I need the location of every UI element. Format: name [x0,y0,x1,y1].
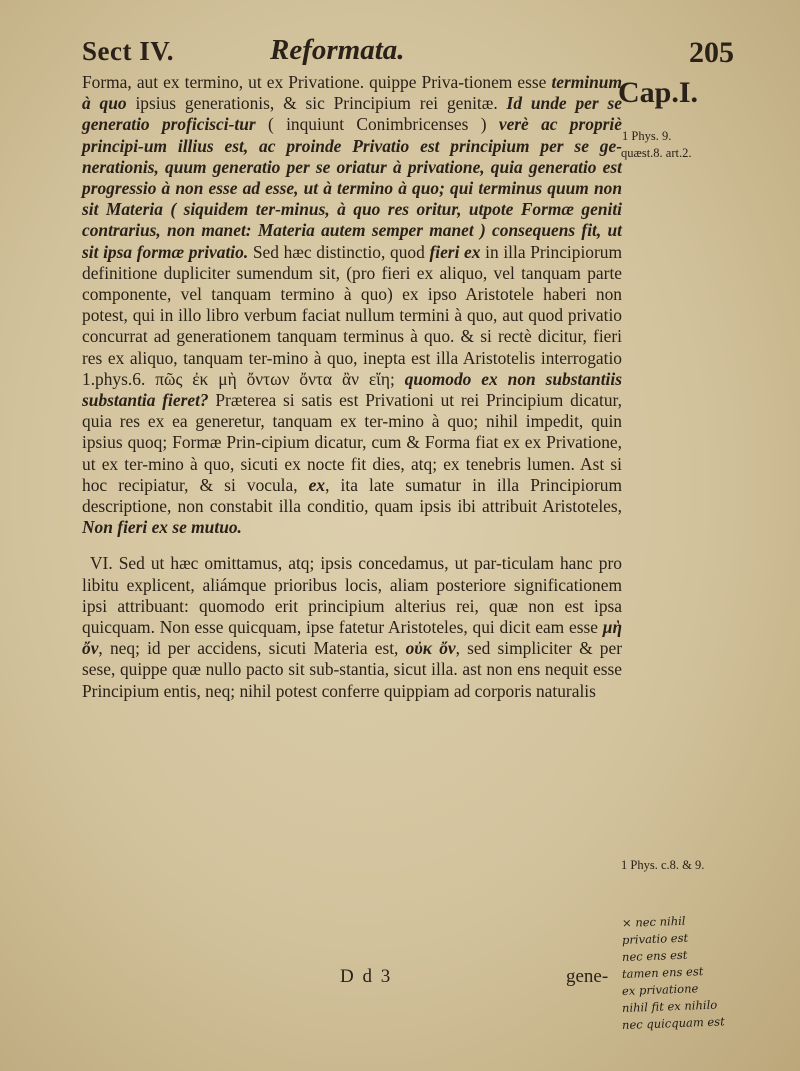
text-run: verè ac propriè principi-um illius est, ac proinde Privatio est principium per se ge-nerationis, quum generatio per se oriatur à privatione, quia generatio est progressio à non esse ad esse, ut à termino à quo; qui terminus quum non sit Materia ( siquidem ter-minus, à quo res oritur, utpote Formæ geniti contrarius, non manet: Materia autem semper manet ) consequens fit, ut sit ipsa formæ privatio. [82,114,622,262]
section-label: Sect IV. [82,36,175,66]
text-run: in illa Principiorum definitione dupliciter sumendum sit, (pro fieri ex aliquo, vel tanquam parte componente, vel tanquam termino à quo) ex ipso Aristotele haberi non potest, qui in illo libro verbum faciat nullum termini à quo, aut quod privatio concurrat ad generationem tanquam terminus à quo. & si rectè dicitur, fieri res ex aliquo, tanquam ter-mino à quo, inepta est illa Aristotelis interrogatio 1.phys.6. πῶς ἐκ μὴ ὄντων ὄντα ἂν εἴη; [82,241,622,389]
handwritten-line: nec quicquam est [621,1014,725,1032]
text-run: , ita late sumatur in illa Principiorum descriptione, non constabit illa conditio, quam ipsis ibi attribuit Aristoteles, [82,474,623,517]
text-run: ipsius generationis, & sic Principium rei genitæ. [126,93,507,114]
text-run: Non fieri ex se mutuo. [82,517,242,538]
margin-note-2: quæst.8. art.2. [621,146,692,160]
text-run: , sed simpliciter & per sese, quippe quæ nullo pacto sit sub-stantia, sicut illa. ast non ens nequit esse Principium entis, neq; nihil potest conferre quippiam ad corporis naturalis [82,638,622,701]
text-run: ( inquiunt Conimbricenses ) [255,114,499,135]
text-run: μὴ ὄν [82,617,622,659]
margin-note-3: 1 Phys. c.8. & 9. [621,858,705,872]
handwritten-line: nec ens est [621,947,688,964]
text-run: Forma, aut ex termino, ut ex Privatione. quippe Priva- [82,72,465,92]
chapter-label: Cap.I. [618,76,699,109]
text-run: tionem esse [464,72,552,92]
margin-note-1: 1 Phys. 9. [622,129,672,143]
text-run: Sed hæc distinctio, quod [248,241,430,262]
paragraph-2 [82,553,622,701]
text-run: Præterea si satis est Privationi ut rei Principium dicatur, quia res ex ea generetur, tanquam ex ter-mino à quo; nihil impedit, quin ipsius quoq; Formæ Prin-cipium dicatur, cum & Forma fiat ex ex Privatione, ut ex ter-mino à quo, sicuti ex nocte fit dies, atq; ex tenebris lumen. Ast si hoc recipiatur, & si vocula, [82,390,622,495]
catchword: gene- [566,966,609,987]
running-header [82,34,734,70]
handwritten-line: ex privatione [621,981,699,998]
handwritten-annotation [622,912,792,1031]
handwritten-line: privatio est [621,930,689,947]
text-run: quomodo ex non substantiis substantia fieret? [82,368,622,411]
text-run: ex [308,474,326,495]
text-run: fieri ex [429,241,481,262]
page-number: 205 [689,36,734,69]
handwritten-line: × nec nihil [621,913,686,930]
handwritten-line: tamen ens est [621,964,704,981]
text-run: , neq; id per accidens, sicuti Materia est, [98,638,406,659]
handwritten-line: nihil fit ex nihilo [621,997,718,1015]
text-run: VI. Sed ut hæc omittamus, atq; ipsis concedamus, ut par-ticulam hanc pro libitu explicent, aliámque prioribus locis, aliam posteriore significationem ipsi attribuant: quomodo erit principium alterius rei, quæ non est ipsa quicquam. Non esse quicquam, ipse fatetur Aristoteles, qui dicit eam esse [82,553,622,638]
paragraph-1 [82,72,622,538]
running-title: Reformata. [270,34,405,66]
text-run: Id unde per se generatio proficisci-tur [82,93,622,135]
body-text [82,72,622,702]
text-run: οὐκ ὄν [405,638,456,659]
signature-mark: D d 3 [340,966,393,987]
text-run: terminum à quo [82,72,623,114]
